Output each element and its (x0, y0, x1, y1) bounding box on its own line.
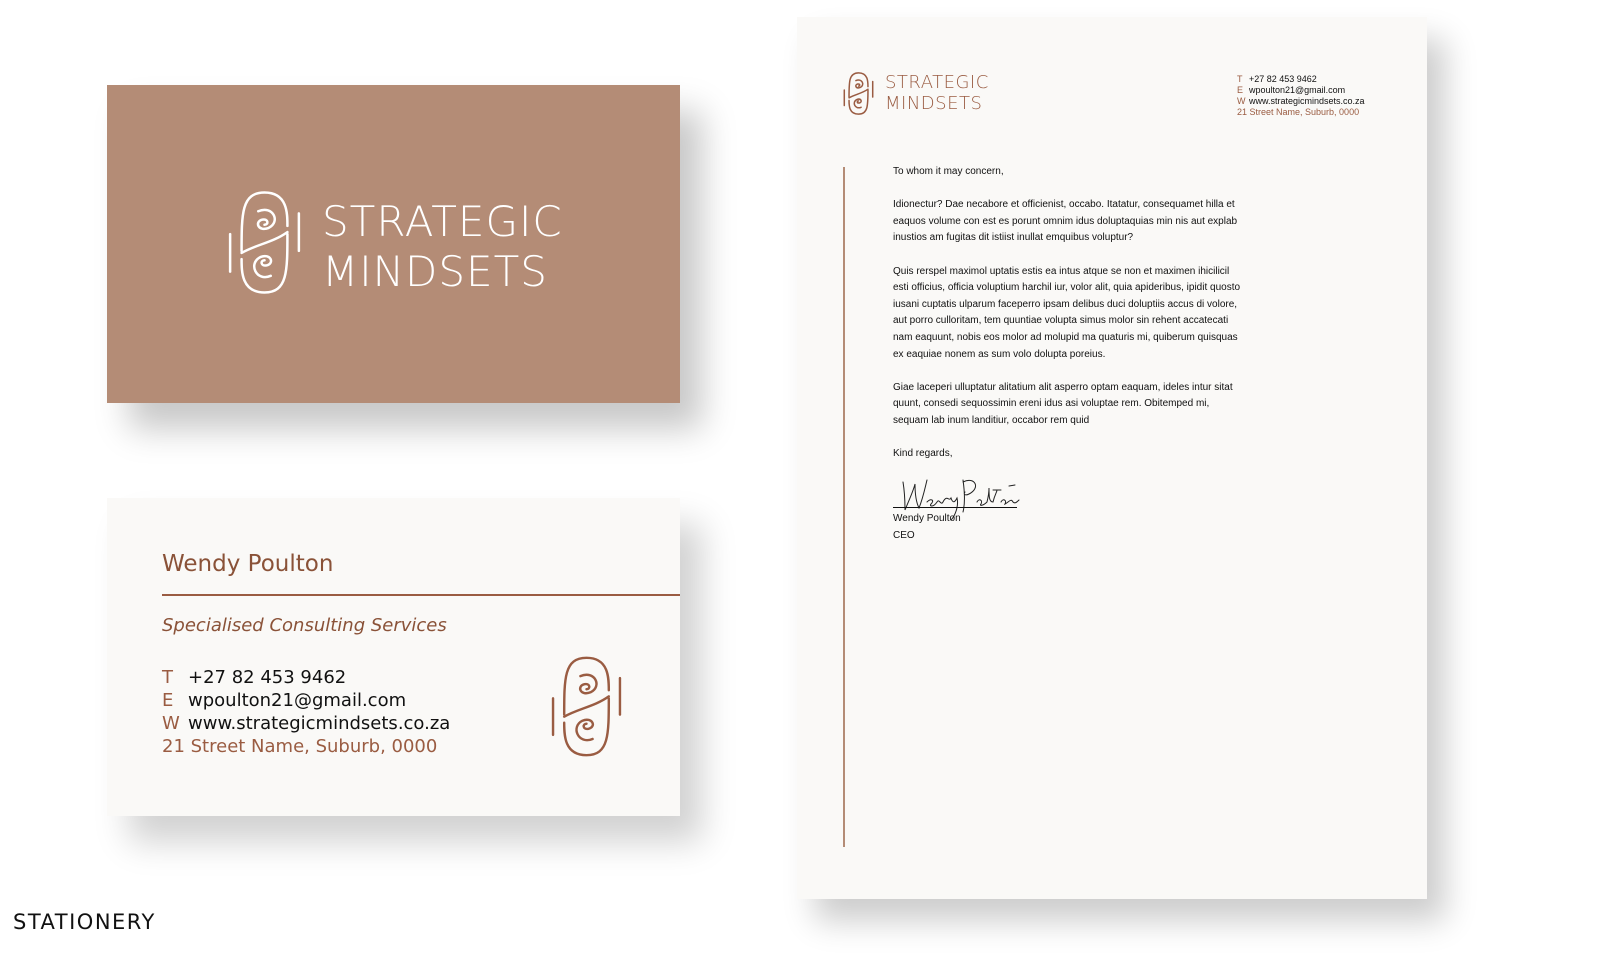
letter-paragraph: Idionectur? Dae necabore et officienist, occabo. Itatatur, consequamet hilla et eaquos volume con est es porunt omnim idus doluptaquias min nis aut explab inustios am fugitas dit istiist inullat emquibus voluptur? (893, 199, 1238, 244)
letter-closing: Kind regards, (893, 448, 953, 460)
card-tagline: Specialised Consulting Services (162, 615, 447, 636)
card-phone: +27 82 453 9462 (188, 667, 347, 688)
business-card-front (107, 85, 680, 403)
letter-contact-details (1237, 74, 1365, 118)
letter-brand-line2: MINDSETS (885, 93, 983, 114)
letter-phone-row (1237, 74, 1365, 85)
letter-paragraph: Quis rerspel maximol uptatis estis ea intus atque se non et maximen ihicilicil esti officius, officia voluptium harchil iur, volor alit, quia apideribus, ipidit quosto iusani cuptatis ulparum faceperro ipsam delibus duci doluptiis accus di volore, aut porro culloritam, tem quuntiae volupta simus molor sin rehent accatecati nam eaquunt, nobis eos molor ad molupid ma quaturis mi, quiberum quisquas ex eaquiae nonem as sum volo dolupta poreius. (893, 265, 1241, 360)
s-monogram-icon (843, 70, 874, 117)
letter-address: 21 Street Name, Suburb, 0000 (1237, 107, 1360, 117)
letter-email-row (1237, 85, 1365, 96)
letter-brand-wordmark (885, 72, 989, 114)
phone-label: T (1237, 74, 1243, 84)
brand-name-line2: MINDSETS (322, 247, 548, 296)
card-divider (162, 594, 680, 596)
card-contact-name: Wendy Poulton (162, 551, 334, 577)
phone-label: T (162, 667, 173, 688)
card-web: www.strategicmindsets.co.za (188, 713, 451, 734)
signatory-name: Wendy Poulton (893, 513, 961, 524)
letter-web-row (1237, 96, 1365, 107)
card-email-row (162, 689, 450, 712)
section-label: STATIONERY (13, 910, 156, 934)
s-monogram-icon (227, 190, 302, 295)
letter-salutation: To whom it may concern, (893, 166, 1004, 177)
brand-name-line1: STRATEGIC (322, 197, 563, 246)
brand-wordmark (322, 197, 563, 297)
card-phone-row (162, 666, 450, 689)
letterhead (797, 17, 1427, 899)
email-label: E (162, 690, 174, 711)
letter-body (893, 164, 1243, 479)
email-label: E (1237, 85, 1244, 95)
card-contact-details (162, 666, 450, 758)
web-label: W (1237, 96, 1246, 106)
card-address: 21 Street Name, Suburb, 0000 (162, 736, 438, 757)
card-web-row (162, 712, 450, 735)
card-email: wpoulton21@gmail.com (188, 690, 407, 711)
letter-signatory (893, 511, 961, 544)
signature-line (893, 507, 1017, 508)
letter-email: wpoulton21@gmail.com (1249, 85, 1346, 95)
letter-brand-line1: STRATEGIC (885, 72, 989, 93)
signatory-title: CEO (893, 529, 915, 541)
business-card-back (107, 498, 680, 816)
letter-phone: +27 82 453 9462 (1249, 74, 1317, 84)
letter-paragraph: Giae laceperi ulluptatur alitatium alit asperro optam eaquam, ideles intur sitat quunt, consedi sequossimin ereni idus asi voluptae rem. Obitemped mi, sequam lab inum landitiur, occabor rem quid (893, 381, 1233, 426)
letter-margin-rule (843, 167, 845, 847)
letter-web: www.strategicmindsets.co.za (1249, 96, 1365, 106)
web-label: W (162, 713, 180, 734)
s-monogram-icon (550, 655, 623, 758)
